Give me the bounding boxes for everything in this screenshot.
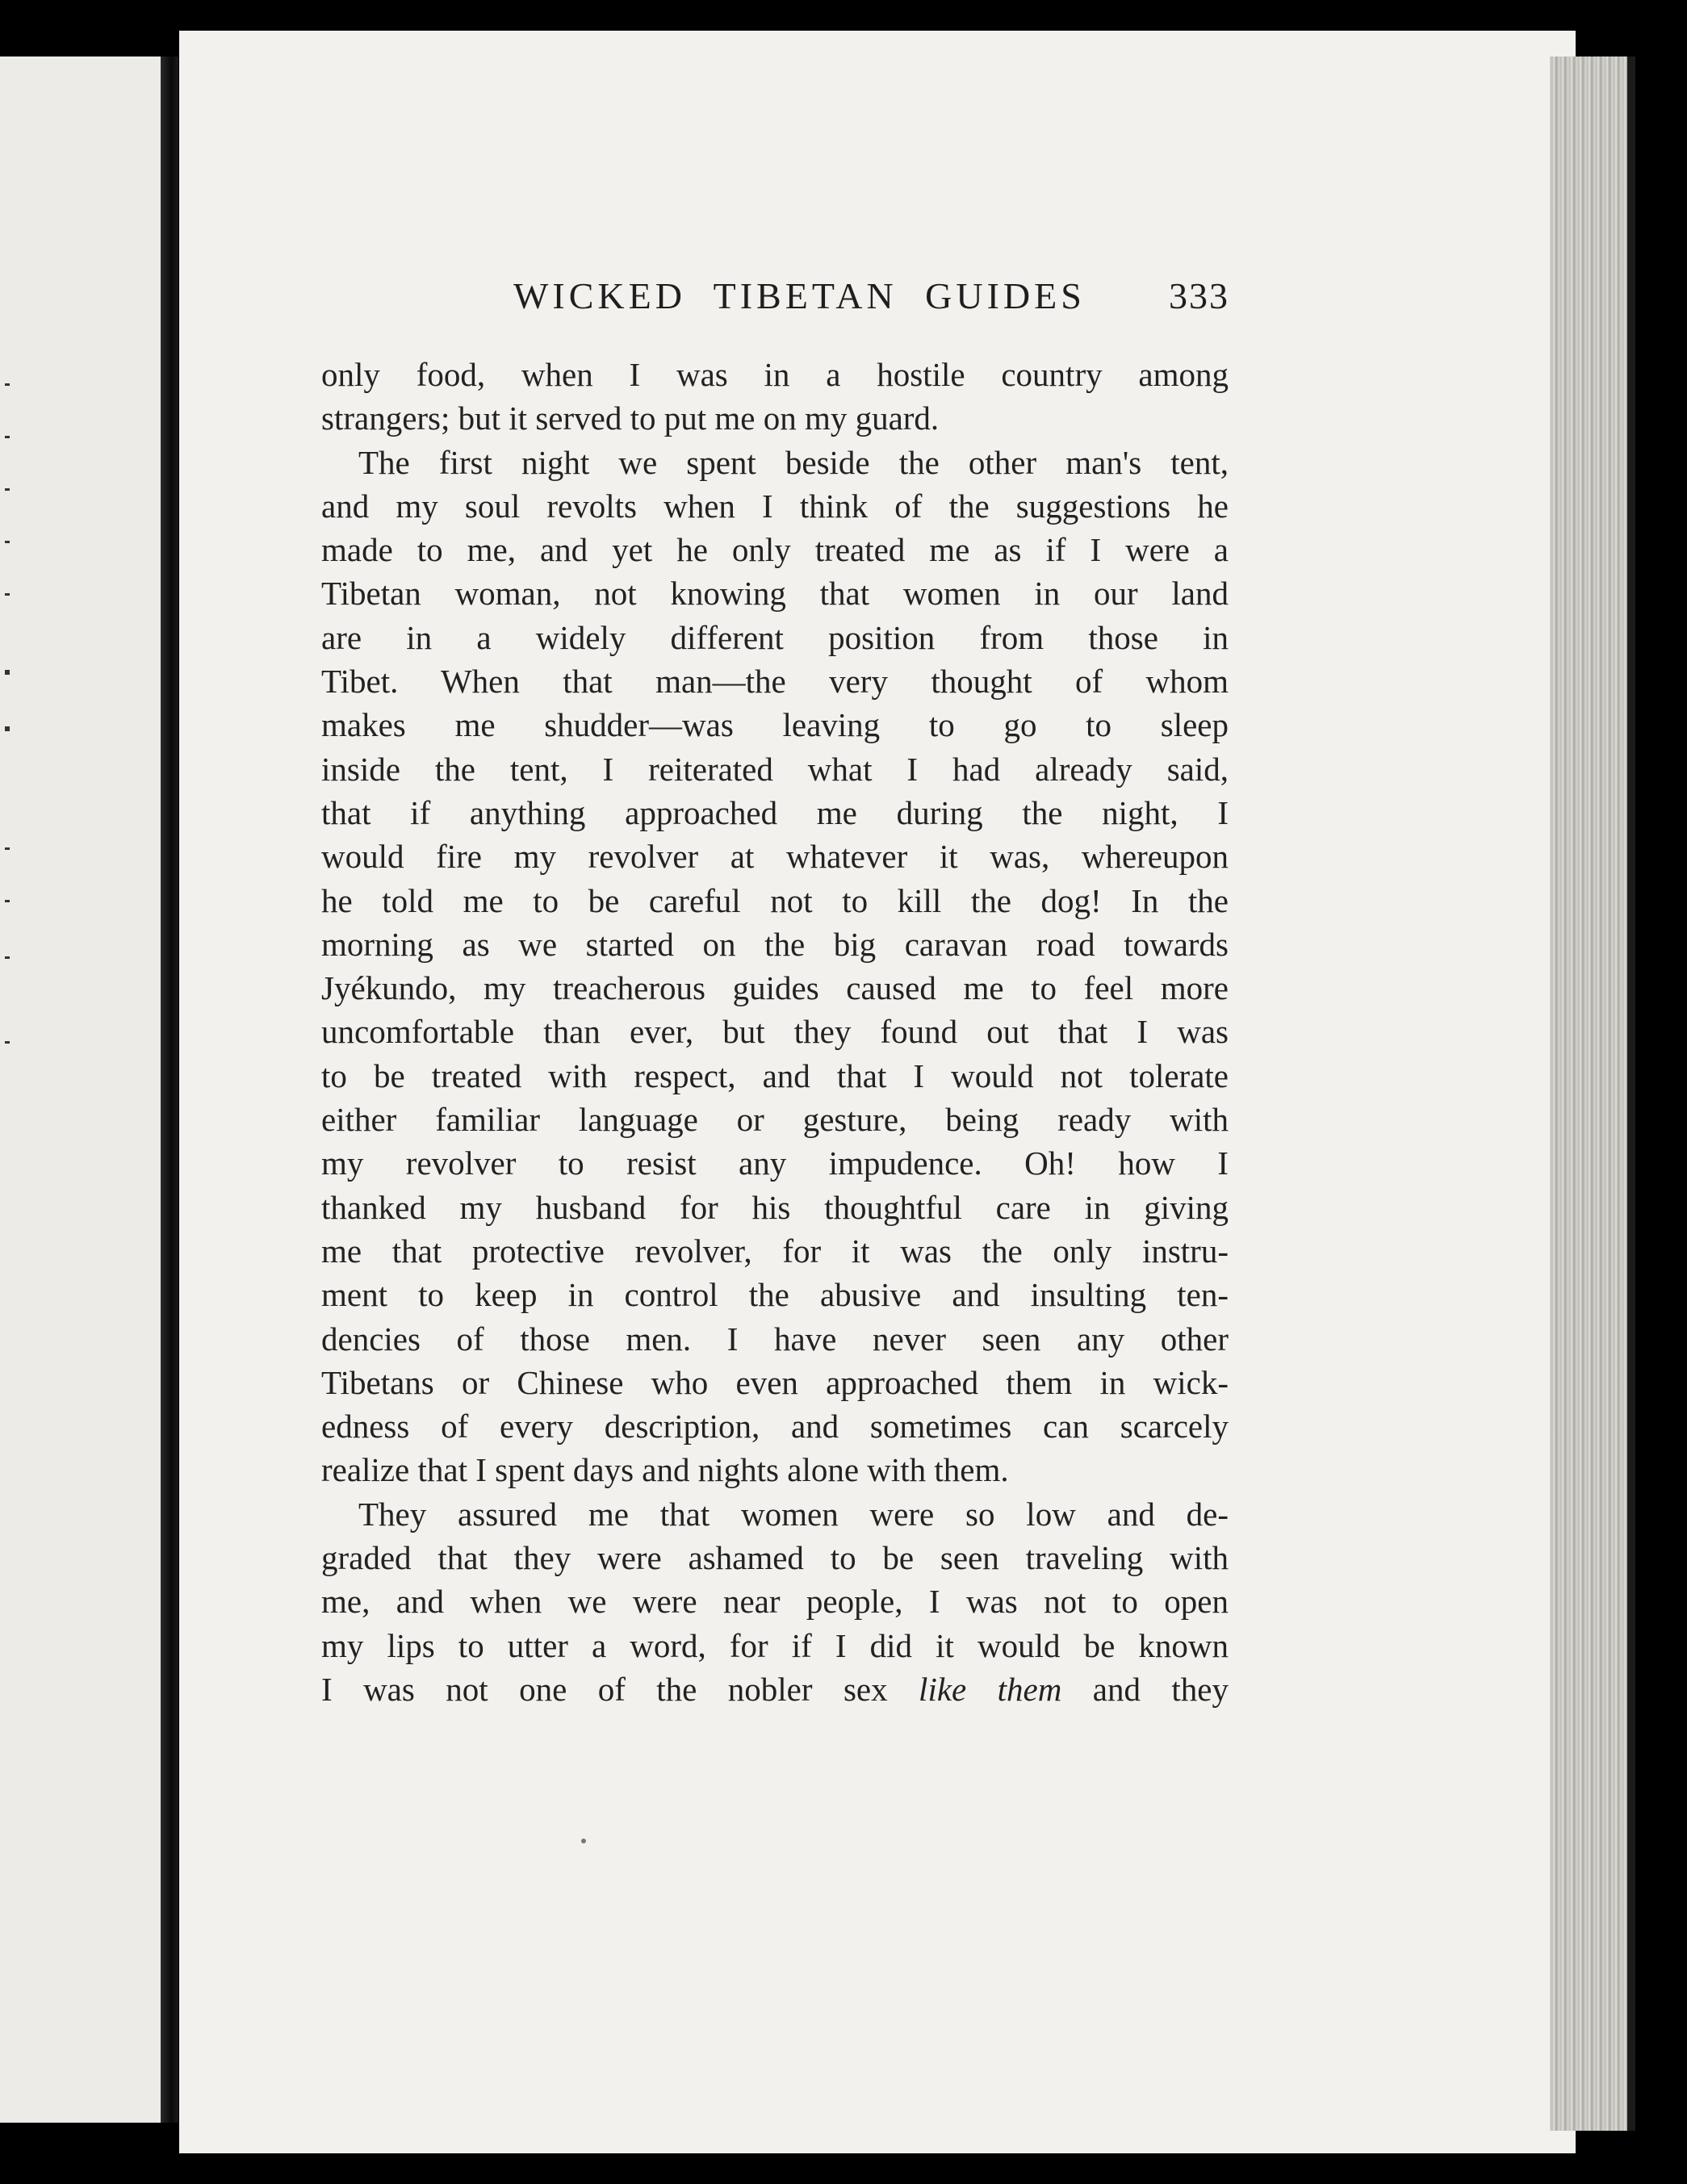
facing-page-glyph: [5, 383, 10, 386]
facing-page-glyph: [5, 900, 10, 902]
body-text: [321, 353, 1229, 1711]
text-line: dencies of those men. I have never seen any other: [321, 1320, 1229, 1358]
text-line: Tibetan woman, not knowing that women in our land: [321, 575, 1229, 613]
text-line: ment to keep in control the abusive and insulting ten-: [321, 1276, 1229, 1314]
text-line: that if anything approached me during the night, I: [321, 793, 1229, 831]
text-line: my lips to utter a word, for if I did it would be known: [321, 1626, 1229, 1664]
text-line: would fire my revolver at whatever it was, whereupon: [321, 838, 1229, 876]
italic-phrase: like them: [919, 1670, 1062, 1708]
facing-page-glyph: [5, 956, 10, 959]
text-line: morning as we started on the big caravan road towards: [321, 925, 1229, 963]
text-line: Tibetans or Chinese who even approached them in wick-: [321, 1363, 1229, 1401]
text-line: graded that they were ashamed to be seen traveling with: [321, 1539, 1229, 1577]
facing-page-glyph: [5, 541, 10, 543]
text-line: made to me, and yet he only treated me as if I were a: [321, 531, 1229, 569]
final-line-text: I was not one of the nobler sex: [321, 1670, 888, 1708]
text-line: he told me to be careful not to kill the dog! In the: [321, 881, 1229, 919]
facing-page-glyph: [5, 436, 10, 438]
text-line: and my soul revolts when I think of the suggestions he: [321, 487, 1229, 525]
text-line: The first night we spent beside the other man's tent,: [358, 443, 1229, 481]
facing-page-edge: [0, 56, 174, 2123]
text-line: to be treated with respect, and that I would not tolerate: [321, 1056, 1229, 1094]
text-line: Jyékundo, my treacherous guides caused me to feel more: [321, 969, 1229, 1007]
text-line: are in a widely different position from those in: [321, 618, 1229, 656]
text-line: edness of every description, and sometimes can scarcely: [321, 1408, 1229, 1446]
text-line: me that protective revolver, for it was the only instru-: [321, 1232, 1229, 1270]
facing-page-glyph: [5, 670, 10, 675]
text-line: makes me shudder—was leaving to go to sleep: [321, 706, 1229, 744]
page-fore-edge: [1550, 56, 1630, 2131]
page-number: 333: [1169, 275, 1229, 316]
text-line: my revolver to resist any impudence. Oh! how I: [321, 1144, 1229, 1182]
final-line-tail: and they: [1092, 1670, 1229, 1708]
text-line: uncomfortable than ever, but they found out that I was: [321, 1013, 1229, 1051]
facing-page-glyph: [5, 488, 10, 491]
text-line: strangers; but it served to put me on my guard.: [321, 400, 940, 437]
facing-page-glyph: [5, 847, 10, 850]
facing-page-glyph: [5, 593, 10, 596]
text-line: only food, when I was in a hostile country among: [321, 356, 1229, 393]
text-line: Tibet. When that man—the very thought of whom: [321, 663, 1229, 701]
facing-page-glyph: [5, 1041, 10, 1044]
gutter-shadow: [161, 56, 178, 2123]
running-head: WICKED TIBETAN GUIDES: [513, 275, 1086, 316]
paper-speck: [581, 1839, 586, 1843]
text-line: realize that I spent days and nights alone with them.: [321, 1451, 1009, 1489]
facing-page-glyph: [5, 726, 10, 731]
text-line: me, and when we were near people, I was not to open: [321, 1583, 1229, 1621]
text-line-final: [321, 1667, 1229, 1711]
text-line: They assured me that women were so low and de-: [358, 1495, 1229, 1533]
text-line: either familiar language or gesture, being ready with: [321, 1101, 1229, 1139]
text-line: inside the tent, I reiterated what I had already said,: [321, 750, 1229, 788]
text-line: thanked my husband for his thoughtful care in giving: [321, 1188, 1229, 1226]
page-header: [513, 274, 1240, 331]
